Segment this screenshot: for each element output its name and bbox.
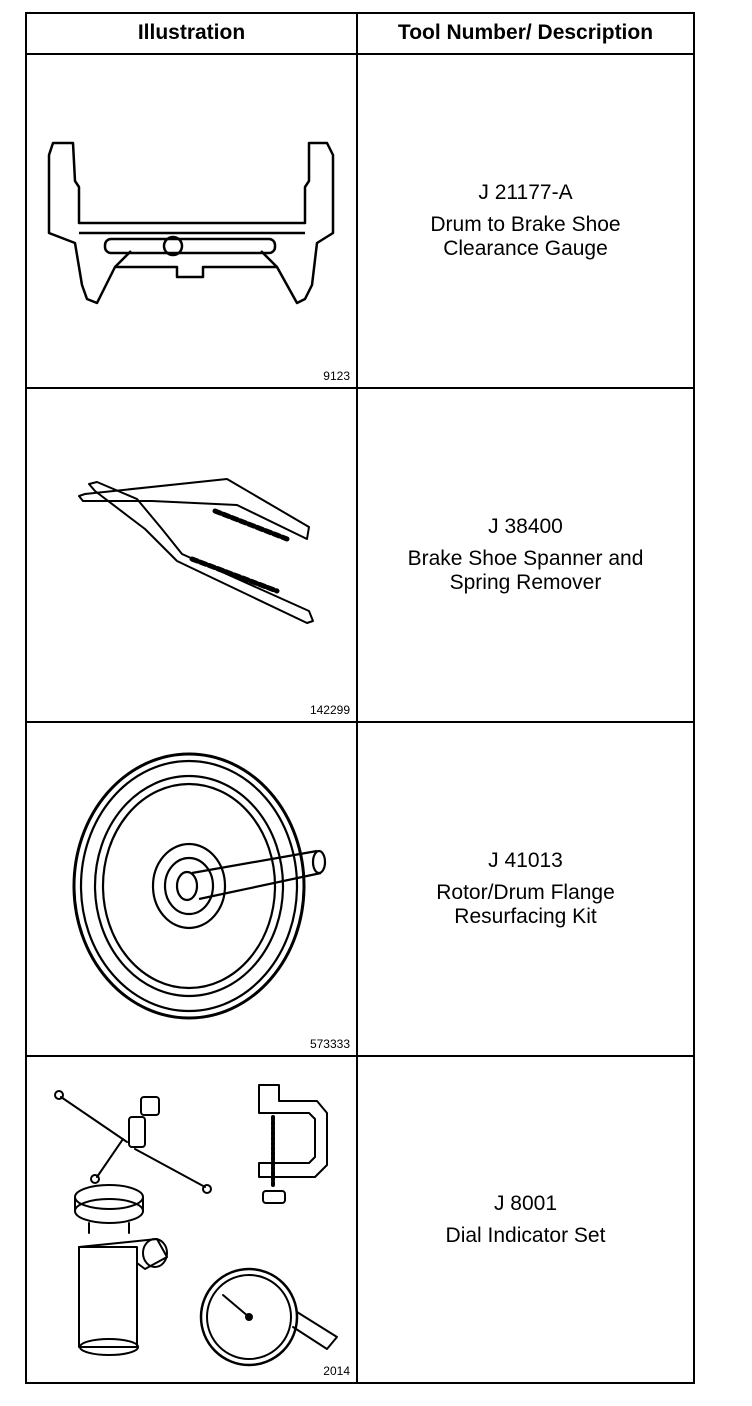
illustration-header: Illustration xyxy=(137,21,246,44)
tool-table xyxy=(25,12,695,1384)
figure-number: 573333 xyxy=(309,1037,350,1051)
tool-description-header: Tool Number/ Description xyxy=(397,21,654,44)
table-row xyxy=(27,389,693,723)
figure-number: 142299 xyxy=(309,703,350,717)
figure-number: 2014 xyxy=(323,1364,350,1378)
tool-description-cell xyxy=(358,389,693,721)
illustration-cell xyxy=(27,723,356,1055)
tool-description-cell xyxy=(358,1057,693,1382)
tool-description-cell xyxy=(358,55,693,387)
tool-description: Dial Indicator Set xyxy=(445,1223,606,1247)
tool-description: Rotor/Drum Flange Resurfacing Kit xyxy=(436,881,615,928)
figure-number: 9123 xyxy=(323,369,350,383)
tool-description: Brake Shoe Spanner and Spring Remover xyxy=(407,547,644,594)
illustration-cell xyxy=(27,389,356,721)
tool-number: J 21177-A xyxy=(478,181,573,204)
dial-indicator-set-icon xyxy=(27,1057,356,1382)
clearance-gauge-icon xyxy=(27,55,356,387)
table-row xyxy=(27,723,693,1057)
tool-number: J 38400 xyxy=(488,515,563,538)
illustration-cell xyxy=(27,55,356,387)
tool-description: Drum to Brake Shoe Clearance Gauge xyxy=(430,213,621,260)
tool-number: J 41013 xyxy=(488,849,563,872)
table-row xyxy=(27,55,693,389)
rotor-resurfacing-icon xyxy=(27,723,356,1055)
tool-description-cell xyxy=(358,723,693,1055)
spanner-pliers-icon xyxy=(27,389,356,721)
illustration-cell xyxy=(27,1057,356,1382)
table-header xyxy=(27,14,693,55)
tool-number: J 8001 xyxy=(493,1191,558,1215)
table-row xyxy=(27,1057,693,1382)
